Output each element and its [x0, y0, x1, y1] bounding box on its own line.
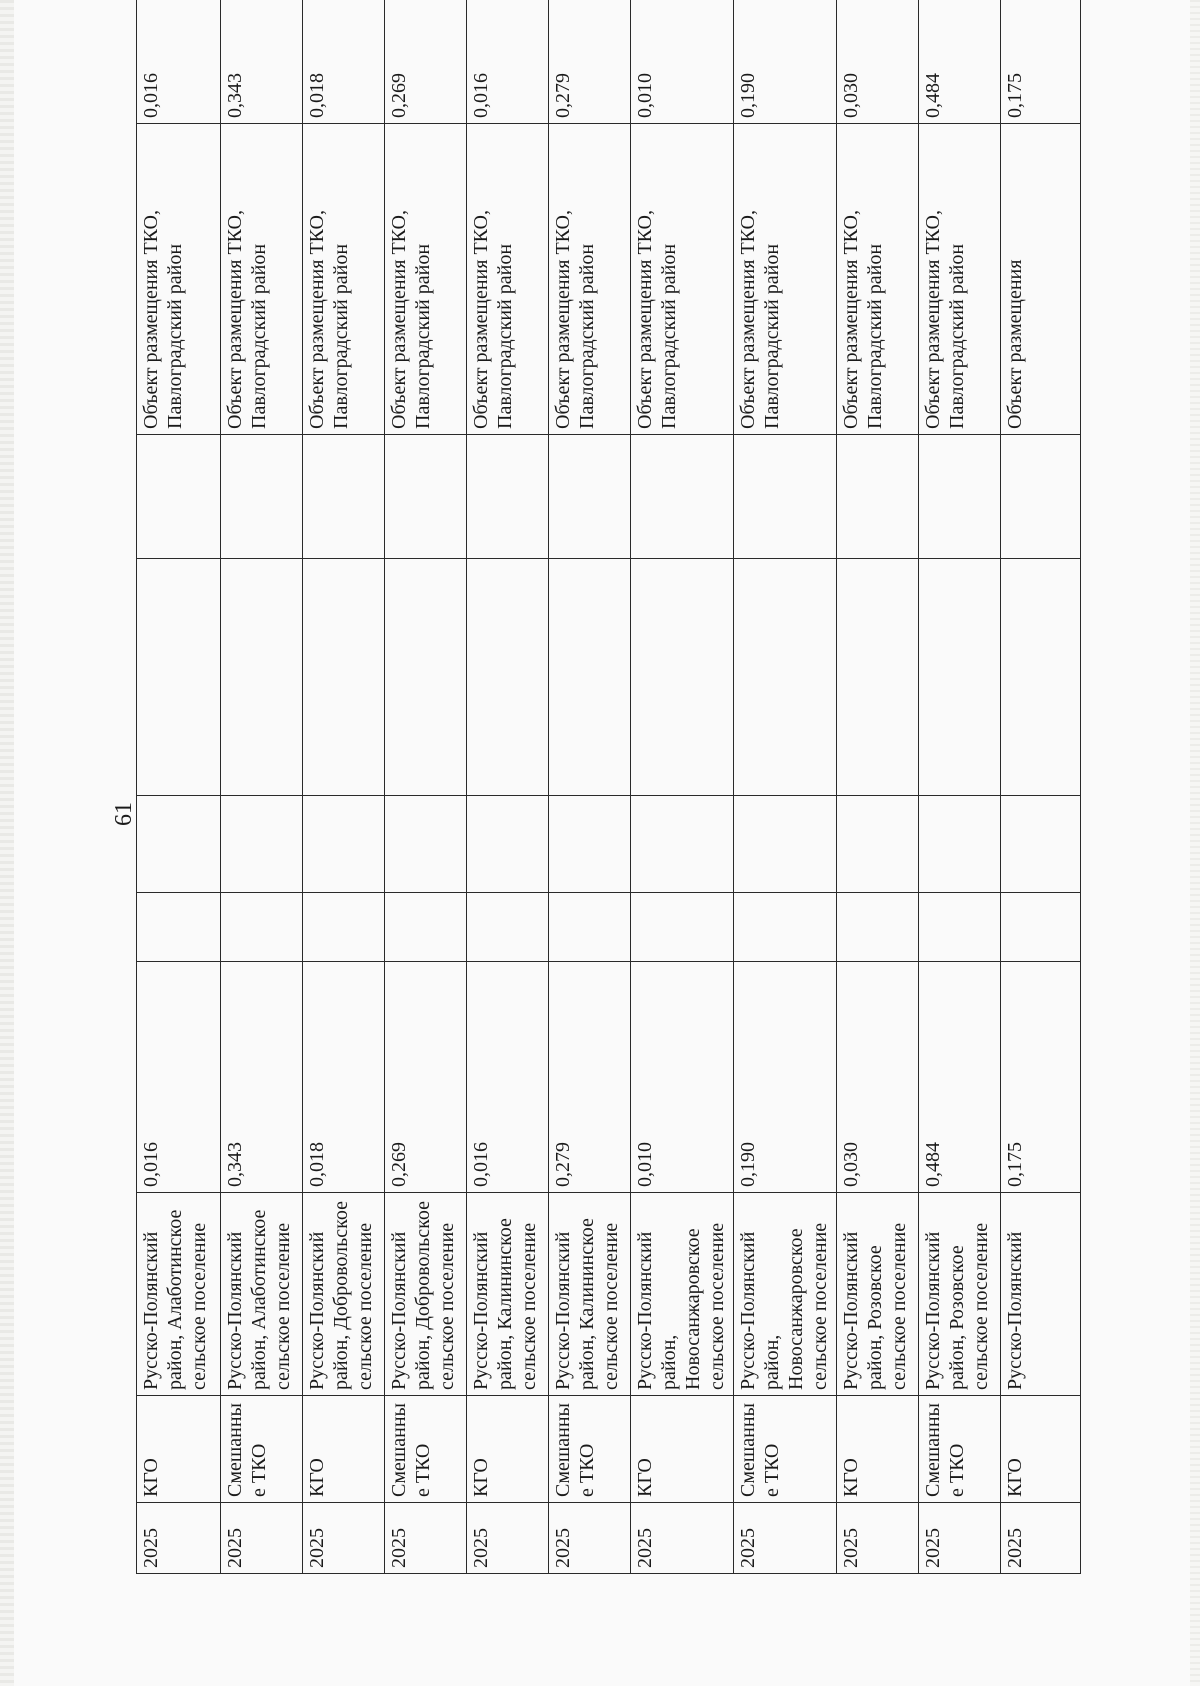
cell-waste-type: КГО — [303, 1396, 385, 1503]
table-row — [837, 0, 919, 1574]
cell-mass: 0,484 — [919, 962, 1001, 1193]
cell-waste-type: Смешанные ТКО — [919, 1396, 1001, 1503]
cell-mass: 0,030 — [837, 962, 919, 1193]
cell-empty — [919, 435, 1001, 559]
table-row — [385, 0, 467, 1574]
cell-empty — [467, 893, 549, 962]
cell-empty — [549, 559, 631, 796]
cell-empty — [467, 796, 549, 893]
cell-empty — [631, 435, 734, 559]
cell-empty — [137, 559, 221, 796]
cell-empty — [1001, 435, 1081, 559]
cell-source-location: Русско-Полянский район, Розовское сельское поселение — [837, 1193, 919, 1396]
cell-destination-object: Объект размещения ТКО, Павлоградский район — [549, 124, 631, 435]
cell-year: 2025 — [221, 1503, 303, 1574]
table-row — [919, 0, 1001, 1574]
cell-empty — [631, 796, 734, 893]
cell-empty — [1001, 796, 1081, 893]
cell-destination-object: Объект размещения ТКО, Павлоградский район — [631, 124, 734, 435]
cell-empty — [734, 559, 837, 796]
scan-edge-left — [0, 0, 14, 1686]
cell-empty — [631, 559, 734, 796]
cell-empty — [837, 435, 919, 559]
cell-mass-destination: 0,175 — [1001, 0, 1081, 124]
cell-mass: 0,343 — [221, 962, 303, 1193]
cell-source-location: Русско-Полянский район, Калининское сельское поселение — [467, 1193, 549, 1396]
cell-source-location: Русско-Полянский район, Добровольское сельское поселение — [385, 1193, 467, 1396]
cell-waste-type: Смешанные ТКО — [734, 1396, 837, 1503]
cell-empty — [734, 435, 837, 559]
cell-mass: 0,016 — [467, 962, 549, 1193]
cell-source-location: Русско-Полянский район, Новосанжаровское сельское поселение — [734, 1193, 837, 1396]
cell-empty — [303, 559, 385, 796]
cell-destination-object: Объект размещения ТКО, Павлоградский район — [467, 124, 549, 435]
table-row — [303, 0, 385, 1574]
cell-mass: 0,269 — [385, 962, 467, 1193]
cell-year: 2025 — [1001, 1503, 1081, 1574]
cell-mass: 0,175 — [1001, 962, 1081, 1193]
table-row — [137, 0, 221, 1574]
cell-waste-type: Смешанные ТКО — [549, 1396, 631, 1503]
table-row — [549, 0, 631, 1574]
page-number: 61 — [111, 802, 137, 826]
cell-empty — [303, 893, 385, 962]
cell-empty — [303, 796, 385, 893]
cell-year: 2025 — [385, 1503, 467, 1574]
cell-mass-destination: 0,010 — [631, 0, 734, 124]
cell-empty — [837, 893, 919, 962]
cell-mass-destination: 0,269 — [385, 0, 467, 124]
cell-source-location: Русско-Полянский район, Алаботинское сельское поселение — [137, 1193, 221, 1396]
cell-empty — [137, 435, 221, 559]
cell-empty — [467, 559, 549, 796]
table-row — [631, 0, 734, 1574]
cell-empty — [549, 893, 631, 962]
cell-mass: 0,018 — [303, 962, 385, 1193]
cell-year: 2025 — [137, 1503, 221, 1574]
cell-empty — [221, 893, 303, 962]
waste-flow-table-container — [136, 73, 1060, 1574]
cell-waste-type: КГО — [837, 1396, 919, 1503]
cell-empty — [385, 559, 467, 796]
cell-source-location: Русско-Полянский — [1001, 1193, 1081, 1396]
cell-destination-object: Объект размещения — [1001, 124, 1081, 435]
cell-source-location: Русско-Полянский район, Новосанжаровское сельское поселение — [631, 1193, 734, 1396]
cell-waste-type: КГО — [1001, 1396, 1081, 1503]
cell-mass-destination: 0,484 — [919, 0, 1001, 124]
cell-empty — [549, 435, 631, 559]
cell-empty — [137, 796, 221, 893]
waste-flow-table — [136, 0, 1081, 1574]
cell-year: 2025 — [734, 1503, 837, 1574]
cell-empty — [734, 893, 837, 962]
cell-year: 2025 — [549, 1503, 631, 1574]
cell-waste-type: КГО — [467, 1396, 549, 1503]
cell-destination-object: Объект размещения ТКО, Павлоградский район — [385, 124, 467, 435]
cell-mass: 0,190 — [734, 962, 837, 1193]
cell-empty — [385, 435, 467, 559]
cell-empty — [385, 796, 467, 893]
cell-waste-type: КГО — [631, 1396, 734, 1503]
cell-source-location: Русско-Полянский район, Калининское сельское поселение — [549, 1193, 631, 1396]
table-row — [734, 0, 837, 1574]
cell-waste-type: КГО — [137, 1396, 221, 1503]
cell-empty — [919, 796, 1001, 893]
cell-empty — [631, 893, 734, 962]
cell-mass-destination: 0,018 — [303, 0, 385, 124]
cell-empty — [467, 435, 549, 559]
cell-empty — [303, 435, 385, 559]
cell-empty — [1001, 559, 1081, 796]
cell-year: 2025 — [467, 1503, 549, 1574]
cell-mass: 0,279 — [549, 962, 631, 1193]
cell-source-location: Русско-Полянский район, Алаботинское сельское поселение — [221, 1193, 303, 1396]
cell-mass-destination: 0,016 — [137, 0, 221, 124]
cell-destination-object: Объект размещения ТКО, Павлоградский район — [137, 124, 221, 435]
table-row — [221, 0, 303, 1574]
cell-waste-type: Смешанные ТКО — [221, 1396, 303, 1503]
cell-mass-destination: 0,343 — [221, 0, 303, 124]
cell-empty — [837, 559, 919, 796]
table-row — [1001, 0, 1081, 1574]
cell-mass: 0,010 — [631, 962, 734, 1193]
cell-empty — [221, 559, 303, 796]
cell-empty — [734, 796, 837, 893]
cell-mass-destination: 0,190 — [734, 0, 837, 124]
cell-empty — [221, 796, 303, 893]
cell-waste-type: Смешанные ТКО — [385, 1396, 467, 1503]
cell-empty — [1001, 893, 1081, 962]
cell-empty — [919, 559, 1001, 796]
cell-destination-object: Объект размещения ТКО, Павлоградский район — [221, 124, 303, 435]
cell-mass-destination: 0,030 — [837, 0, 919, 124]
cell-empty — [837, 796, 919, 893]
cell-mass-destination: 0,016 — [467, 0, 549, 124]
cell-year: 2025 — [631, 1503, 734, 1574]
scan-edge-right — [1190, 0, 1200, 1686]
cell-destination-object: Объект размещения ТКО, Павлоградский район — [837, 124, 919, 435]
cell-mass-destination: 0,279 — [549, 0, 631, 124]
cell-destination-object: Объект размещения ТКО, Павлоградский район — [303, 124, 385, 435]
cell-empty — [221, 435, 303, 559]
cell-empty — [549, 796, 631, 893]
cell-mass: 0,016 — [137, 962, 221, 1193]
cell-year: 2025 — [837, 1503, 919, 1574]
cell-empty — [385, 893, 467, 962]
cell-empty — [919, 893, 1001, 962]
cell-year: 2025 — [919, 1503, 1001, 1574]
table-row — [467, 0, 549, 1574]
table-body — [137, 0, 1081, 1574]
cell-year: 2025 — [303, 1503, 385, 1574]
cell-destination-object: Объект размещения ТКО, Павлоградский район — [919, 124, 1001, 435]
cell-source-location: Русско-Полянский район, Розовское сельское поселение — [919, 1193, 1001, 1396]
cell-destination-object: Объект размещения ТКО, Павлоградский район — [734, 124, 837, 435]
cell-empty — [137, 893, 221, 962]
cell-source-location: Русско-Полянский район, Добровольское сельское поселение — [303, 1193, 385, 1396]
